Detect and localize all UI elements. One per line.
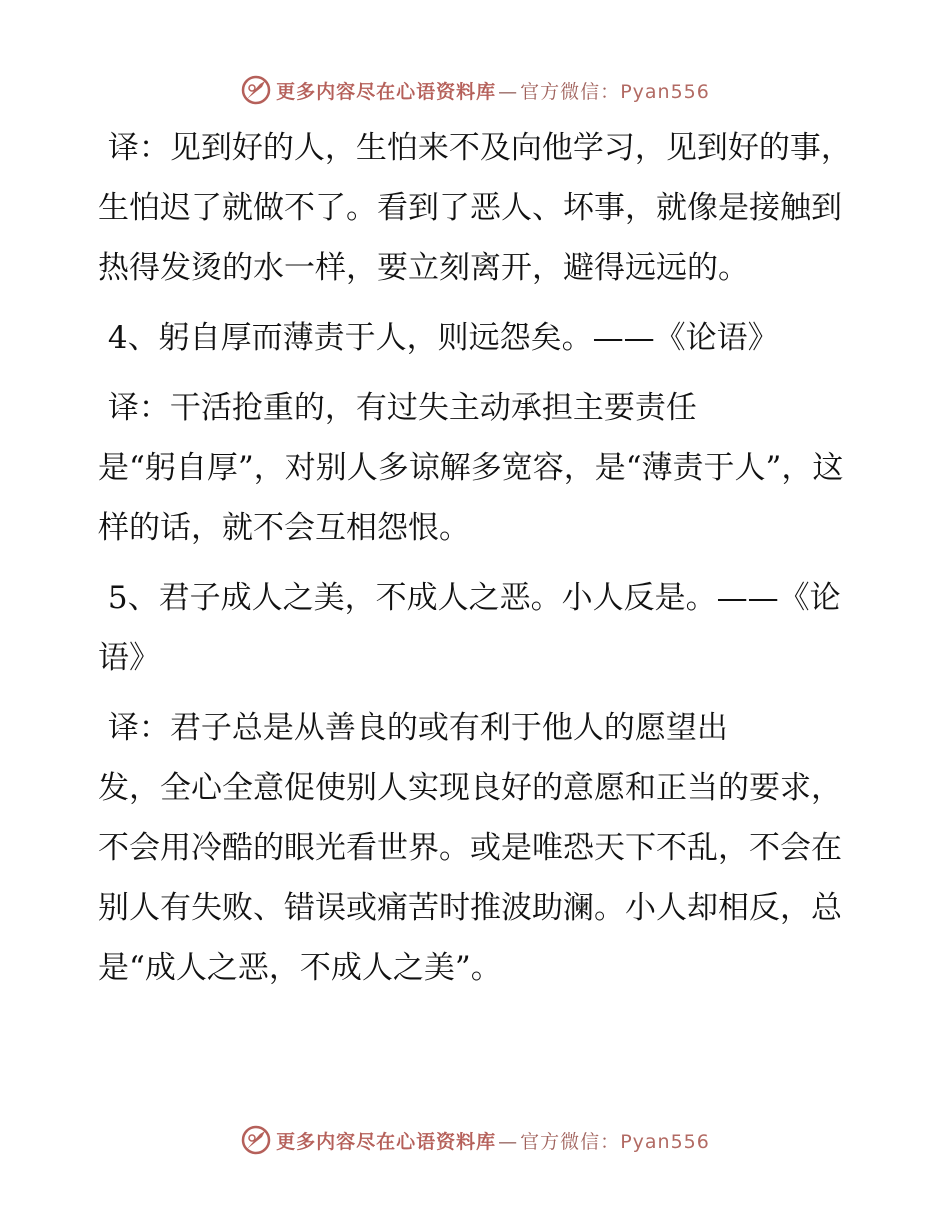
quill-logo-icon: [240, 1124, 272, 1156]
translation-paragraph-1: 译：见到好的人，生怕来不及向他学习，见到好的事，生怕迟了就做不了。看到了恶人、坏事，就像是接触到热得发烫的水一样，要立刻离开，避得远远的。: [98, 130, 852, 286]
quote-5: 5、君子成人之美，不成人之恶。小人反是。——《论语》: [98, 580, 841, 676]
translation-paragraph-5: 译：君子总是从善良的或有利于他人的愿望出 发，全心全意促使别人实现良好的意愿和正当的要求，不会用冷酷的眼光看世界。或是唯恐天下不乱，不会在别人有失败、错误或痛苦时推波助澜。小人却相反，总是“成人之恶，不成人之美”。: [98, 710, 842, 986]
quote-4: 4、躬自厚而薄责于人，则远怨矣。——《论语》: [98, 320, 779, 356]
document-body: [98, 118, 858, 998]
footer-banner: [0, 1120, 950, 1160]
header-banner: [0, 70, 950, 110]
banner-text: 更多内容尽在心语资料库 — 官方微信：Pyan556: [276, 1130, 710, 1153]
banner-text: 更多内容尽在心语资料库 — 官方微信：Pyan556: [276, 80, 710, 103]
quill-logo-icon: [240, 74, 272, 106]
translation-paragraph-4: 译：干活抢重的，有过失主动承担主要责任 是“躬自厚”，对别人多谅解多宽容，是“薄责于人”，这样的话，就不会互相怨恨。: [98, 390, 844, 546]
